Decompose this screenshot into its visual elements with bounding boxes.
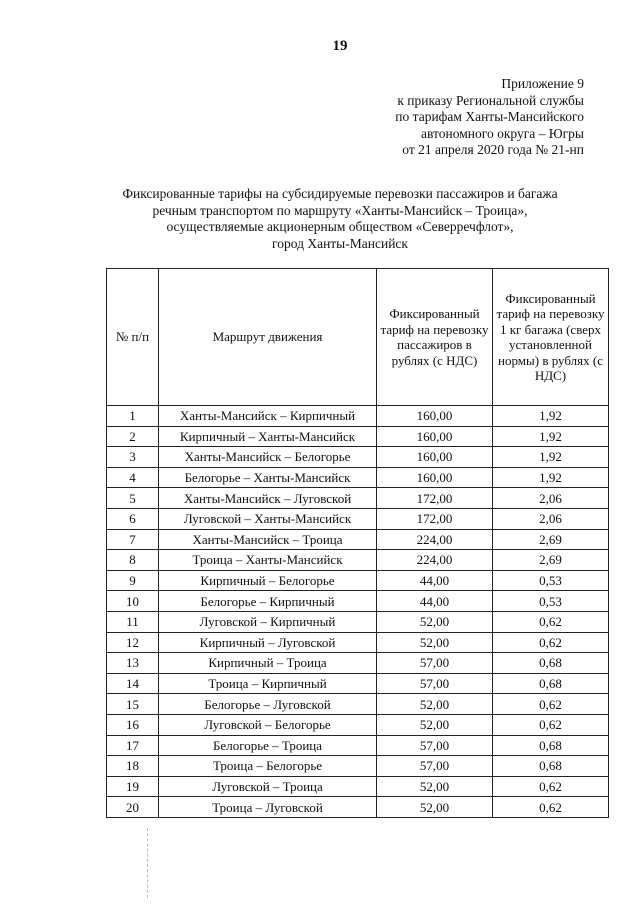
cell-passenger-tariff: 160,00 xyxy=(377,426,493,447)
cell-baggage-tariff: 0,62 xyxy=(493,797,609,818)
cell-num: 15 xyxy=(107,694,159,715)
cell-num: 9 xyxy=(107,570,159,591)
cell-route: Белогорье – Троица xyxy=(159,735,377,756)
cell-baggage-tariff: 0,68 xyxy=(493,735,609,756)
cell-baggage-tariff: 0,62 xyxy=(493,694,609,715)
table-row xyxy=(107,508,609,529)
appendix-line: по тарифам Ханты-Мансийского xyxy=(395,109,584,124)
cell-passenger-tariff: 52,00 xyxy=(377,797,493,818)
title-line: город Ханты-Мансийск xyxy=(272,235,408,251)
table-row xyxy=(107,673,609,694)
cell-route: Ханты-Мансийск – Луговской xyxy=(159,488,377,509)
cell-route: Луговской – Ханты-Мансийск xyxy=(159,508,377,529)
title-line: Фиксированные тарифы на субсидируемые перевозки пассажиров и багажа xyxy=(122,186,558,201)
cell-baggage-tariff: 0,62 xyxy=(493,632,609,653)
cell-num: 12 xyxy=(107,632,159,653)
table-row xyxy=(107,591,609,612)
cell-passenger-tariff: 57,00 xyxy=(377,735,493,756)
cell-num: 1 xyxy=(107,406,159,427)
cell-passenger-tariff: 224,00 xyxy=(377,529,493,550)
table-body xyxy=(107,406,609,818)
cell-baggage-tariff: 0,62 xyxy=(493,714,609,735)
cell-num: 13 xyxy=(107,653,159,674)
cell-route: Троица – Луговской xyxy=(159,797,377,818)
cell-passenger-tariff: 52,00 xyxy=(377,776,493,797)
cell-route: Троица – Кирпичный xyxy=(159,673,377,694)
cell-baggage-tariff: 1,92 xyxy=(493,406,609,427)
page-number: 19 xyxy=(332,38,348,54)
table-row xyxy=(107,467,609,488)
cell-route: Луговской – Белогорье xyxy=(159,714,377,735)
cell-route: Троица – Белогорье xyxy=(159,756,377,777)
cell-route: Троица – Ханты-Мансийск xyxy=(159,550,377,571)
cell-num: 19 xyxy=(107,776,159,797)
appendix-line: автономного округа – Югры xyxy=(421,125,584,141)
appendix-reference xyxy=(395,76,584,159)
table-row xyxy=(107,797,609,818)
table-header-row xyxy=(107,269,609,406)
appendix-line: Приложение 9 xyxy=(501,76,584,91)
cell-num: 11 xyxy=(107,611,159,632)
cell-num: 2 xyxy=(107,426,159,447)
cell-baggage-tariff: 1,92 xyxy=(493,447,609,468)
cell-route: Кирпичный – Луговской xyxy=(159,632,377,653)
title-line: речным транспортом по маршруту «Ханты-Мансийск – Троица», xyxy=(152,202,528,218)
table-row xyxy=(107,550,609,571)
cell-passenger-tariff: 57,00 xyxy=(377,653,493,674)
title-line: осуществляемые акционерным обществом «Северречфлот», xyxy=(166,219,514,234)
cell-route: Луговской – Кирпичный xyxy=(159,611,377,632)
cell-num: 10 xyxy=(107,591,159,612)
header-num: № п/п xyxy=(107,269,159,406)
cell-passenger-tariff: 172,00 xyxy=(377,488,493,509)
table-row xyxy=(107,529,609,550)
table-row xyxy=(107,447,609,468)
cell-passenger-tariff: 57,00 xyxy=(377,673,493,694)
cell-baggage-tariff: 0,53 xyxy=(493,570,609,591)
cell-route: Кирпичный – Белогорье xyxy=(159,570,377,591)
table-row xyxy=(107,406,609,427)
cell-passenger-tariff: 160,00 xyxy=(377,406,493,427)
cell-route: Кирпичный – Троица xyxy=(159,653,377,674)
table-row xyxy=(107,426,609,447)
cell-num: 17 xyxy=(107,735,159,756)
cell-baggage-tariff: 0,68 xyxy=(493,673,609,694)
cell-passenger-tariff: 172,00 xyxy=(377,508,493,529)
cell-passenger-tariff: 52,00 xyxy=(377,632,493,653)
table-row xyxy=(107,632,609,653)
table-row xyxy=(107,756,609,777)
tariff-table xyxy=(106,268,609,818)
cell-passenger-tariff: 57,00 xyxy=(377,756,493,777)
cell-baggage-tariff: 0,53 xyxy=(493,591,609,612)
cell-baggage-tariff: 0,68 xyxy=(493,653,609,674)
table-row xyxy=(107,570,609,591)
table-row xyxy=(107,694,609,715)
table-row xyxy=(107,611,609,632)
cell-baggage-tariff: 1,92 xyxy=(493,426,609,447)
cell-baggage-tariff: 0,62 xyxy=(493,611,609,632)
scan-artifact-line xyxy=(147,828,149,898)
cell-passenger-tariff: 52,00 xyxy=(377,714,493,735)
cell-baggage-tariff: 1,92 xyxy=(493,467,609,488)
cell-route: Кирпичный – Ханты-Мансийск xyxy=(159,426,377,447)
cell-route: Ханты-Мансийск – Кирпичный xyxy=(159,406,377,427)
cell-num: 18 xyxy=(107,756,159,777)
cell-num: 4 xyxy=(107,467,159,488)
appendix-line: от 21 апреля 2020 года № 21-нп xyxy=(402,142,584,157)
cell-num: 7 xyxy=(107,529,159,550)
cell-route: Белогорье – Ханты-Мансийск xyxy=(159,467,377,488)
header-route: Маршрут движения xyxy=(159,269,377,406)
cell-num: 20 xyxy=(107,797,159,818)
cell-num: 6 xyxy=(107,508,159,529)
cell-passenger-tariff: 52,00 xyxy=(377,611,493,632)
cell-passenger-tariff: 52,00 xyxy=(377,694,493,715)
cell-passenger-tariff: 160,00 xyxy=(377,447,493,468)
cell-num: 14 xyxy=(107,673,159,694)
cell-route: Луговской – Троица xyxy=(159,776,377,797)
appendix-line: к приказу Региональной службы xyxy=(397,92,584,108)
cell-route: Белогорье – Кирпичный xyxy=(159,591,377,612)
table-row xyxy=(107,488,609,509)
table-row xyxy=(107,714,609,735)
cell-baggage-tariff: 2,69 xyxy=(493,529,609,550)
header-baggage-tariff: Фиксированный тариф на перевозку 1 кг багажа (сверх установленной нормы) в рублях (с НДС) xyxy=(493,269,609,406)
cell-baggage-tariff: 2,06 xyxy=(493,488,609,509)
cell-num: 8 xyxy=(107,550,159,571)
cell-num: 5 xyxy=(107,488,159,509)
cell-baggage-tariff: 2,06 xyxy=(493,508,609,529)
table-row xyxy=(107,653,609,674)
cell-num: 3 xyxy=(107,447,159,468)
cell-baggage-tariff: 2,69 xyxy=(493,550,609,571)
cell-passenger-tariff: 44,00 xyxy=(377,591,493,612)
cell-route: Ханты-Мансийск – Белогорье xyxy=(159,447,377,468)
document-title xyxy=(70,186,610,252)
cell-route: Белогорье – Луговской xyxy=(159,694,377,715)
header-passenger-tariff: Фиксированный тариф на перевозку пассажиров в рублях (с НДС) xyxy=(377,269,493,406)
table-row xyxy=(107,735,609,756)
cell-baggage-tariff: 0,68 xyxy=(493,756,609,777)
cell-route: Ханты-Мансийск – Троица xyxy=(159,529,377,550)
cell-passenger-tariff: 224,00 xyxy=(377,550,493,571)
cell-passenger-tariff: 160,00 xyxy=(377,467,493,488)
cell-passenger-tariff: 44,00 xyxy=(377,570,493,591)
cell-num: 16 xyxy=(107,714,159,735)
table-row xyxy=(107,776,609,797)
cell-baggage-tariff: 0,62 xyxy=(493,776,609,797)
